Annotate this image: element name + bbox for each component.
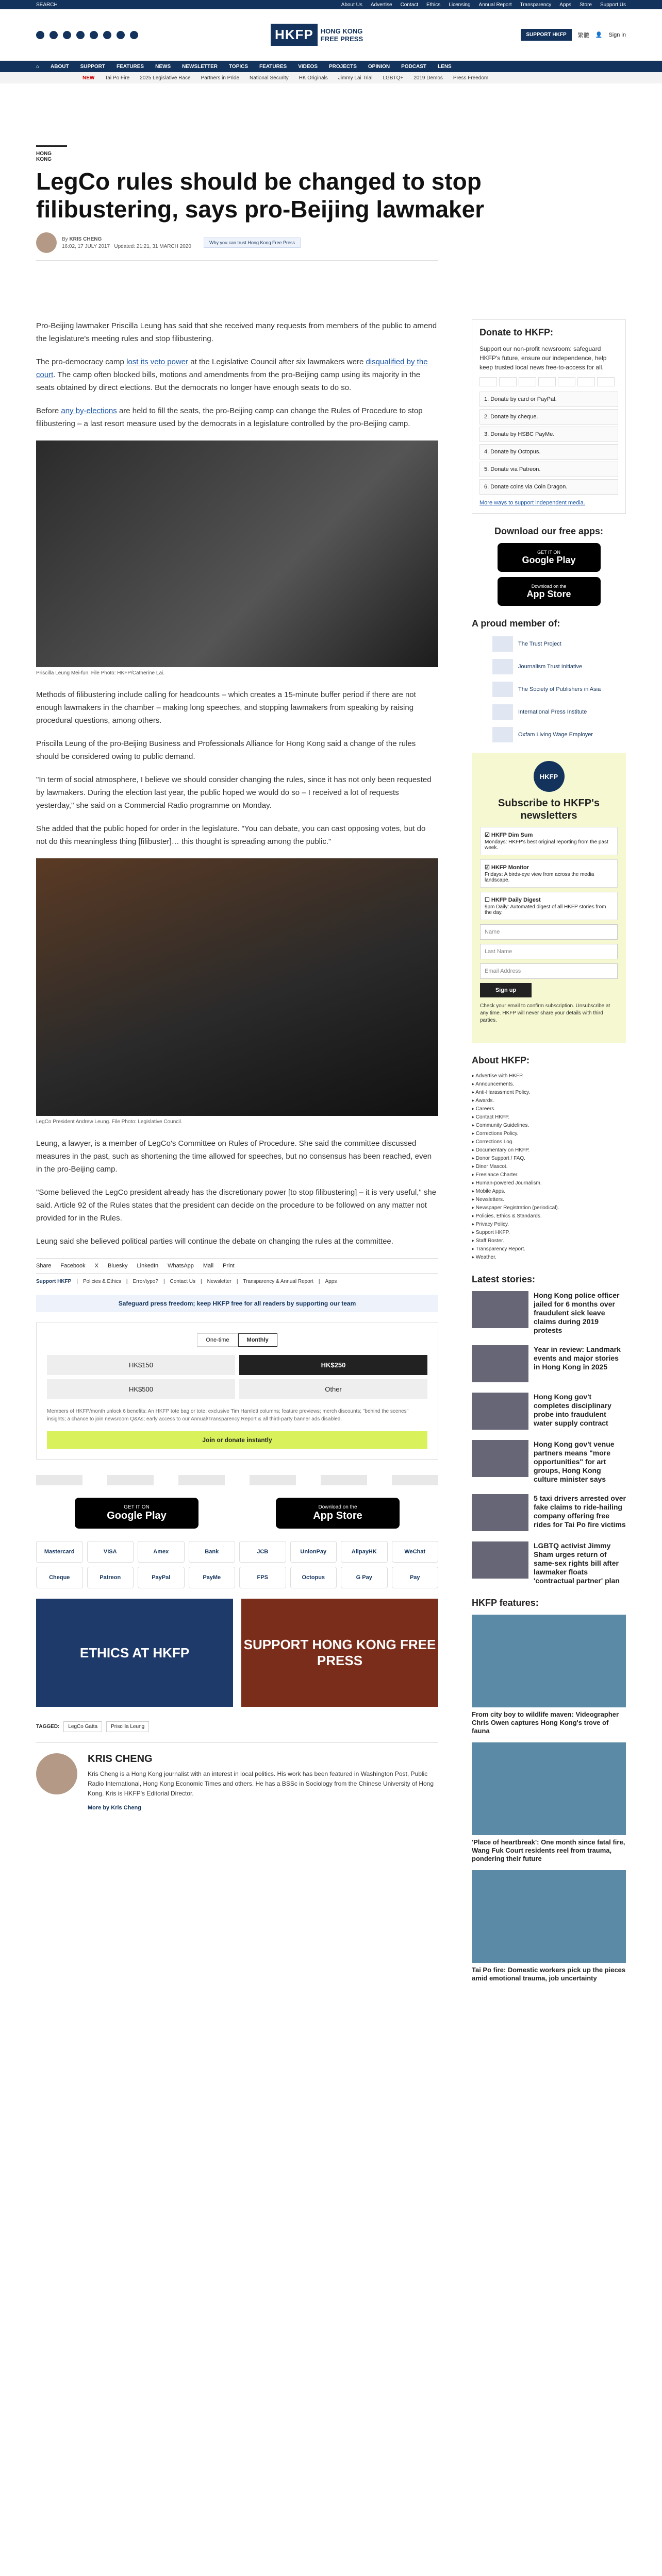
payme-icon[interactable]: PayMe bbox=[189, 1567, 236, 1588]
byline: By KRIS CHENG 16:02, 17 JULY 2017 Updated: 21:21, 31 MARCH 2020 Why you can trust Hong Kong Free Press bbox=[36, 232, 626, 253]
story-thumbnail[interactable] bbox=[472, 1541, 528, 1579]
share-whatsapp[interactable]: WhatsApp bbox=[168, 1263, 194, 1269]
about-link[interactable]: ▸ Newspaper Registration (periodical). bbox=[472, 1205, 559, 1211]
amex-icon[interactable]: Amex bbox=[138, 1541, 185, 1563]
newsletter-heading: Subscribe to HKFP's newsletters bbox=[498, 798, 600, 821]
share-bluesky[interactable]: Bluesky bbox=[108, 1263, 128, 1269]
paragraph: Methods of filibustering include calling for headcounts – which creates a 15-minute buffer period if there are not enough lawmakers in the chamber – making long speeches, and stopping lawmakers from speaking by raising procedural questions, among others. bbox=[36, 690, 416, 725]
nav-features-2[interactable]: FEATURES bbox=[259, 63, 287, 70]
article-category[interactable]: HONG KONG bbox=[36, 145, 67, 162]
new-label: NEW bbox=[82, 75, 95, 81]
apps-heading: Download our free apps: bbox=[494, 526, 604, 536]
cheque-icon[interactable]: Cheque bbox=[36, 1567, 83, 1588]
newsletter-option[interactable]: ☑ HKFP Monitor Fridays: A birds-eye view from across the media landscape. bbox=[480, 859, 618, 888]
x-icon[interactable] bbox=[49, 31, 58, 39]
newsletter-option[interactable]: ☑ HKFP Dim Sum Mondays: HKFP's best original reporting from the past week. bbox=[480, 827, 618, 855]
amount-option-other[interactable]: Other bbox=[239, 1379, 427, 1399]
nav-topics[interactable]: TOPICS bbox=[229, 63, 249, 70]
member-logo[interactable]: Journalism Trust Initiative bbox=[492, 659, 626, 674]
threads-icon[interactable] bbox=[76, 31, 85, 39]
jcb-icon[interactable]: JCB bbox=[239, 1541, 286, 1563]
logo-mark: HKFP bbox=[271, 24, 318, 46]
nav-lens[interactable]: LENS bbox=[438, 63, 452, 70]
latest-story[interactable] bbox=[472, 1541, 626, 1585]
article-wrapper bbox=[36, 124, 626, 1982]
trending-bar bbox=[0, 72, 662, 83]
member-logo[interactable]: Oxfam Living Wage Employer bbox=[492, 727, 626, 742]
feature-story[interactable] bbox=[472, 1615, 626, 1735]
about-link[interactable]: ▸ Advertise with HKFP. bbox=[472, 1073, 524, 1079]
newsletter-option[interactable]: ☐ HKFP Daily Digest 9pm Daily: Automated digest of all HKFP stories from the day. bbox=[480, 892, 618, 920]
inline-link[interactable]: lost its veto power bbox=[126, 358, 189, 366]
latest-story[interactable] bbox=[472, 1440, 626, 1484]
apps-link[interactable]: Apps bbox=[325, 1279, 337, 1284]
amount-option[interactable]: HK$500 bbox=[47, 1379, 235, 1399]
donate-widget bbox=[36, 1323, 438, 1460]
join-donate-button[interactable]: Join or donate instantly bbox=[47, 1431, 427, 1449]
about-link[interactable]: ▸ Announcements. bbox=[472, 1081, 515, 1087]
photo-priscilla-leung bbox=[36, 440, 438, 667]
about-link[interactable]: ▸ Newsletters. bbox=[472, 1197, 504, 1202]
inline-link[interactable]: disqualified by the court bbox=[36, 358, 428, 379]
photo-caption: Priscilla Leung Mei-fun. File Photo: HKFP/Catherine Lai. bbox=[36, 670, 165, 676]
bank-icon[interactable]: Bank bbox=[189, 1541, 236, 1563]
trending-link[interactable]: Partners in Pride bbox=[201, 75, 240, 81]
author-name[interactable]: KRIS CHENG bbox=[69, 236, 102, 242]
amount-option-selected[interactable]: HK$250 bbox=[239, 1355, 427, 1375]
applepay-icon[interactable]: Pay bbox=[392, 1567, 439, 1588]
about-link[interactable]: ▸ Corrections Policy. bbox=[472, 1131, 519, 1137]
youtube-icon[interactable] bbox=[90, 31, 98, 39]
donate-heading: Donate to HKFP: bbox=[479, 327, 553, 337]
nav-videos[interactable]: VIDEOS bbox=[298, 63, 318, 70]
email-field[interactable]: Email Address bbox=[480, 963, 618, 979]
feature-story[interactable] bbox=[472, 1870, 626, 1982]
app-store-badge[interactable]: Download on the App Store bbox=[498, 577, 601, 606]
paragraph: "In term of social atmosphere, I believe we should consider changing the rules, since it has not only been requested by lawmakers. During the election last year, the public hoped we would do so – I received a lot of requests yesterday," she said on a Commercial Radio programme on Monday. bbox=[36, 775, 432, 810]
app-store-badge[interactable]: Download on the App Store bbox=[276, 1498, 400, 1529]
feature-image[interactable] bbox=[472, 1742, 626, 1835]
tag[interactable]: Priscilla Leung bbox=[106, 1721, 149, 1732]
last-name-field[interactable]: Last Name bbox=[480, 944, 618, 959]
newsletter-panel bbox=[472, 753, 626, 1043]
story-thumbnail[interactable] bbox=[472, 1393, 528, 1430]
trust-link[interactable]: Why you can trust Hong Kong Free Press bbox=[204, 238, 301, 248]
nav-opinion[interactable]: OPINION bbox=[368, 63, 390, 70]
paragraph: Priscilla Leung of the pro-Beijing Business and Professionals Alliance for Hong Kong said a change of the rules should be considered owing to public demand. bbox=[36, 739, 416, 761]
fps-icon[interactable]: FPS bbox=[239, 1567, 286, 1588]
share-print[interactable]: Print bbox=[223, 1263, 235, 1269]
name-field[interactable]: Name bbox=[480, 924, 618, 940]
ipi-logo[interactable] bbox=[250, 1475, 296, 1485]
nav-about[interactable]: ABOUT bbox=[51, 63, 69, 70]
article-footer-links: Support HKFP | Policies & Ethics | Error/typo? | Contact Us | Newsletter | Transparency & Annual Report | Apps bbox=[36, 1279, 337, 1284]
tags bbox=[36, 1721, 438, 1732]
inline-link[interactable]: any by-elections bbox=[61, 406, 117, 415]
author-photo[interactable] bbox=[36, 1753, 77, 1794]
support-link[interactable]: Support HKFP bbox=[36, 1279, 72, 1284]
nav-projects[interactable]: PROJECTS bbox=[329, 63, 357, 70]
story-title[interactable]: Year in review: Landmark events and major stories in Hong Kong in 2025 bbox=[534, 1345, 621, 1371]
latest-story[interactable] bbox=[472, 1494, 626, 1531]
alipay-icon[interactable]: AlipayHK bbox=[341, 1541, 388, 1563]
paragraph: She added that the public hoped for order in the legislature. "You can debate, you can cast opposing votes, but do not do this meaningless thing [filibuster]… this thought is spreading among the public." bbox=[36, 824, 426, 846]
donate-text: Support our non-profit newsroom: safeguard HKFP's future, ensure our independence, help keep trusted local news free-to-access for all. bbox=[479, 345, 607, 371]
about-link[interactable]: ▸ Anti-Harassment Policy. bbox=[472, 1090, 531, 1095]
story-title[interactable]: Hong Kong police officer jailed for 6 months over fraudulent sick leave claims during 2019 protests bbox=[534, 1291, 620, 1334]
trending-link[interactable]: Jimmy Lai Trial bbox=[338, 75, 373, 81]
tags-label: TAGGED: bbox=[36, 1724, 60, 1730]
about-link[interactable]: ▸ Freelance Charter. bbox=[472, 1172, 519, 1178]
wechat-icon[interactable]: WeChat bbox=[392, 1541, 439, 1563]
ethics-logo[interactable] bbox=[392, 1475, 438, 1485]
sopa-logo[interactable] bbox=[178, 1475, 225, 1485]
telegram-icon[interactable] bbox=[103, 31, 111, 39]
about-heading: About HKFP: bbox=[472, 1055, 529, 1065]
about-link[interactable]: ▸ Policies, Ethics & Standards. bbox=[472, 1213, 542, 1219]
living-wage-logo[interactable] bbox=[321, 1475, 367, 1485]
feature-image[interactable] bbox=[472, 1615, 626, 1707]
donate-option[interactable]: 3. Donate by HSBC PayMe. bbox=[479, 427, 618, 442]
share-bar bbox=[36, 1258, 438, 1274]
story-thumbnail[interactable] bbox=[472, 1494, 528, 1531]
about-link[interactable]: ▸ Documentary on HKFP. bbox=[472, 1147, 530, 1153]
donate-option[interactable]: 6. Donate coins via Coin Dragon. bbox=[479, 479, 618, 495]
trending-link[interactable]: LGBTQ+ bbox=[383, 75, 404, 81]
google-play-badge[interactable]: GET IT ON Google Play bbox=[75, 1498, 198, 1529]
member-logo[interactable]: The Society of Publishers in Asia bbox=[492, 682, 626, 697]
monthly-toggle[interactable]: Monthly bbox=[238, 1333, 277, 1347]
home-icon[interactable]: ⌂ bbox=[36, 63, 40, 70]
jti-logo[interactable] bbox=[107, 1475, 154, 1485]
topbar-annual-report[interactable]: Annual Report bbox=[478, 2, 512, 8]
trending-link[interactable]: 2025 Legislative Race bbox=[140, 75, 191, 81]
paragraph: The pro-democracy camp lost its veto power at the Legislative Council after six lawmakers were disqualified by the court. The camp often blocked bills, motions and amendments from the pro-Beijing camp using its majority in the seats obtained by direct elections. But the democrats no longer have enough seats to do so. bbox=[36, 358, 428, 392]
photo-andrew-leung bbox=[36, 858, 438, 1116]
unionpay-icon[interactable]: UnionPay bbox=[290, 1541, 337, 1563]
story-title[interactable]: LGBTQ activist Jimmy Sham urges return of same-sex rights bill after lawmaker floats 'contractual partner' plan bbox=[534, 1541, 620, 1585]
story-thumbnail[interactable] bbox=[472, 1345, 528, 1382]
policies-link[interactable]: Policies & Ethics bbox=[82, 1279, 121, 1284]
about-list bbox=[472, 1072, 626, 1262]
mastercard-icon[interactable]: Mastercard bbox=[36, 1541, 83, 1563]
nav-support[interactable]: SUPPORT bbox=[80, 63, 105, 70]
about-link[interactable]: ▸ Weather. bbox=[472, 1255, 496, 1260]
topbar-store[interactable]: Store bbox=[580, 2, 592, 8]
partner-logos-row bbox=[36, 1475, 438, 1485]
whatsapp-icon[interactable] bbox=[117, 31, 125, 39]
more-by-author-link[interactable]: More by Kris Cheng bbox=[88, 1805, 141, 1811]
trending-link[interactable]: HK Originals bbox=[299, 75, 328, 81]
feature-image[interactable] bbox=[472, 1870, 626, 1963]
trending-link[interactable]: National Security bbox=[250, 75, 289, 81]
trending-link[interactable]: Tai Po Fire bbox=[105, 75, 130, 81]
share-mail[interactable]: Mail bbox=[203, 1263, 214, 1269]
nav-news[interactable]: NEWS bbox=[155, 63, 171, 70]
latest-story[interactable] bbox=[472, 1291, 626, 1335]
paragraph: Leung said she believed political parties will continue the debate on changing the rules at the committee. bbox=[36, 1237, 393, 1246]
ethics-promo[interactable]: ETHICS AT HKFP bbox=[36, 1599, 233, 1707]
transparency-link[interactable]: Transparency & Annual Report bbox=[243, 1279, 313, 1284]
more-ways-link[interactable]: More ways to support independent media. bbox=[479, 500, 585, 506]
author-box bbox=[36, 1742, 438, 1812]
about-link[interactable]: ▸ Diner Mascot. bbox=[472, 1164, 508, 1170]
site-logo[interactable] bbox=[271, 24, 363, 46]
instagram-icon[interactable] bbox=[63, 31, 71, 39]
topbar-apps[interactable]: Apps bbox=[559, 2, 572, 8]
social-icons bbox=[36, 31, 138, 39]
about-link[interactable]: ▸ Contact HKFP. bbox=[472, 1114, 510, 1120]
about-link[interactable]: ▸ Support HKFP. bbox=[472, 1230, 510, 1235]
paragraph: "Some believed the LegCo president already has the discretionary power [to stop filibustering] – it is very useful," she said. Article 92 of the Rules states that the president can decide on the procedure to be followed on any matter not provided for in the Rules. bbox=[36, 1188, 437, 1223]
sign-in-link[interactable]: Sign in bbox=[608, 31, 626, 38]
about-link[interactable]: ▸ Community Guidelines. bbox=[472, 1123, 529, 1128]
google-play-badge[interactable]: GET IT ON Google Play bbox=[498, 543, 601, 572]
top-utility-bar bbox=[0, 0, 662, 9]
about-link[interactable]: ▸ Transparency Report. bbox=[472, 1246, 525, 1252]
paragraph: Before any by-elections are held to fill the seats, the pro-Beijing camp can change the Rules of Procedure to stop filibustering – a last resort measure used by the democrats in a legislature controlled by the pro-Beijing camp. bbox=[36, 406, 423, 428]
octopus-icon[interactable]: Octopus bbox=[290, 1567, 337, 1588]
member-heading: A proud member of: bbox=[472, 618, 560, 629]
amount-option[interactable]: HK$150 bbox=[47, 1355, 235, 1375]
donate-option[interactable]: 4. Donate by Octopus. bbox=[479, 444, 618, 460]
latest-heading: Latest stories: bbox=[472, 1274, 536, 1284]
topbar-contact[interactable]: Contact bbox=[400, 2, 419, 8]
hkfp-logo-badge: HKFP bbox=[534, 761, 565, 792]
main-nav bbox=[0, 61, 662, 72]
features-heading: HKFP features: bbox=[472, 1598, 539, 1608]
sign-up-button[interactable]: Sign up bbox=[480, 983, 532, 997]
donate-option[interactable]: 1. Donate by card or PayPal. bbox=[479, 392, 618, 407]
gpay-icon[interactable]: G Pay bbox=[341, 1567, 388, 1588]
user-icon[interactable]: 👤 bbox=[595, 32, 603, 38]
latest-story[interactable] bbox=[472, 1393, 626, 1430]
topbar-advertise[interactable]: Advertise bbox=[370, 2, 392, 8]
feature-title[interactable]: 'Place of heartbreak': One month since fatal fire, Wang Fuk Court residents reel from trauma, pondering their future bbox=[472, 1838, 625, 1862]
sidebar bbox=[472, 319, 626, 1990]
feature-story[interactable] bbox=[472, 1742, 626, 1863]
facebook-icon[interactable] bbox=[36, 31, 44, 39]
author-bio: Kris Cheng is a Hong Kong journalist with an interest in local politics. His work has been featured in Washington Post, Public Radio International, Hong Kong Economic Times and others. He has a BSSc in Sociology from the Chinese University of Hong Kong. Kris is HKFP's Editorial Director. bbox=[88, 1770, 434, 1797]
card-icons bbox=[479, 377, 618, 386]
share-facebook[interactable]: Facebook bbox=[60, 1263, 86, 1269]
one-time-toggle[interactable]: One-time bbox=[197, 1333, 238, 1347]
site-header bbox=[0, 9, 662, 61]
rss-icon[interactable] bbox=[130, 31, 138, 39]
about-link[interactable]: ▸ Mobile Apps. bbox=[472, 1189, 506, 1194]
paypal-icon[interactable]: PayPal bbox=[138, 1567, 185, 1588]
author-box-name[interactable]: KRIS CHENG bbox=[88, 1753, 153, 1765]
safeguard-banner[interactable]: Safeguard press freedom; keep HKFP free for all readers by supporting our team bbox=[36, 1295, 438, 1312]
language-switch[interactable]: 繁體 bbox=[577, 32, 589, 39]
story-title[interactable]: Hong Kong gov't venue partners means "more opportunities" for art groups, Hong Kong culture minister says bbox=[534, 1440, 615, 1483]
about-link[interactable]: ▸ Careers. bbox=[472, 1106, 496, 1112]
topbar-ethics[interactable]: Ethics bbox=[426, 2, 441, 8]
topbar-about[interactable]: About Us bbox=[341, 2, 362, 8]
donate-option[interactable]: 2. Donate by cheque. bbox=[479, 409, 618, 425]
trending-link[interactable]: Press Freedom bbox=[453, 75, 489, 81]
member-logo[interactable]: International Press Institute bbox=[492, 704, 626, 720]
feature-title[interactable]: From city boy to wildlife maven: Videographer Chris Owen captures Hong Kong's trove of fauna bbox=[472, 1710, 619, 1735]
member-logo[interactable]: The Trust Project bbox=[492, 636, 626, 652]
about-link[interactable]: ▸ Privacy Policy. bbox=[472, 1222, 509, 1227]
error-link[interactable]: Error/typo? bbox=[133, 1279, 158, 1284]
about-link[interactable]: ▸ Corrections Log. bbox=[472, 1139, 514, 1145]
newsletter-note: Check your email to confirm subscription. Unsubscribe at any time. HKFP will never share your details with third parties. bbox=[480, 1003, 610, 1023]
photo-caption: LegCo President Andrew Leung. File Photo: Legislative Council. bbox=[36, 1119, 183, 1125]
topbar-licensing[interactable]: Licensing bbox=[449, 2, 471, 8]
author-avatar[interactable] bbox=[36, 232, 57, 253]
newsletter-link[interactable]: Newsletter bbox=[207, 1279, 231, 1284]
contact-link[interactable]: Contact Us bbox=[170, 1279, 196, 1284]
tag[interactable]: LegCo Gatta bbox=[63, 1721, 102, 1732]
about-link[interactable]: ▸ Staff Roster. bbox=[472, 1238, 504, 1244]
story-title[interactable]: 5 taxi drivers arrested over fake claims to ride-hailing company offering free rides for Tai Po fire victims bbox=[534, 1494, 626, 1529]
story-thumbnail[interactable] bbox=[472, 1440, 528, 1477]
about-link[interactable]: ▸ Human-powered Journalism. bbox=[472, 1180, 542, 1186]
article-title: LegCo rules should be changed to stop filibustering, says pro-Beijing lawmaker bbox=[36, 168, 485, 223]
story-title[interactable]: Hong Kong gov't completes disciplinary probe into fraudulent water supply contract bbox=[534, 1393, 611, 1427]
trust-project-logo[interactable] bbox=[36, 1475, 82, 1485]
publish-date: 16:02, 17 JULY 2017 bbox=[62, 243, 110, 249]
updated-date: Updated: 21:21, 31 MARCH 2020 bbox=[114, 243, 191, 249]
support-promo[interactable]: SUPPORT HONG KONG FREE PRESS bbox=[241, 1599, 438, 1707]
payment-methods bbox=[36, 1541, 438, 1588]
share-x[interactable]: X bbox=[94, 1263, 99, 1269]
logo-text: HONG KONG FREE PRESS bbox=[320, 27, 363, 43]
nav-newsletter[interactable]: NEWSLETTER bbox=[182, 63, 218, 70]
share-linkedin[interactable]: LinkedIn bbox=[137, 1263, 159, 1269]
donate-panel bbox=[472, 319, 626, 514]
nav-features[interactable]: FEATURES bbox=[116, 63, 144, 70]
paragraph: Pro-Beijing lawmaker Priscilla Leung has said that she received many requests from members of the public to amend the legislature's meeting rules and stop filibustering. bbox=[36, 321, 437, 343]
support-hkfp-button[interactable]: SUPPORT HKFP bbox=[521, 29, 571, 41]
feature-title[interactable]: Tai Po fire: Domestic workers pick up the pieces amid emotional trauma, job uncertainty bbox=[472, 1966, 626, 1982]
membership-benefits: Members of HKFP/month unlock 6 benefits: An HKFP tote bag or tote; exclusive Tim Hamlett columns; feature previews; merch discounts; "behind the scenes" insights; a chance to join newsroom Q&As; early access to our Annual/Transparency Report & all third-party banner ads disabled. bbox=[47, 1409, 409, 1422]
about-link[interactable]: ▸ Awards. bbox=[472, 1098, 494, 1104]
nav-podcast[interactable]: PODCAST bbox=[401, 63, 427, 70]
visa-icon[interactable]: VISA bbox=[87, 1541, 134, 1563]
about-link[interactable]: ▸ Donor Support / FAQ. bbox=[472, 1156, 525, 1161]
latest-story[interactable] bbox=[472, 1345, 626, 1382]
story-thumbnail[interactable] bbox=[472, 1291, 528, 1328]
topbar-transparency[interactable]: Transparency bbox=[520, 2, 552, 8]
patreon-icon[interactable]: Patreon bbox=[87, 1567, 134, 1588]
topbar-search[interactable]: SEARCH bbox=[36, 2, 58, 8]
trending-link[interactable]: 2019 Demos bbox=[413, 75, 443, 81]
donate-option[interactable]: 5. Donate via Patreon. bbox=[479, 462, 618, 477]
paragraph: Leung, a lawyer, is a member of LegCo's Committee on Rules of Procedure. She said the committee discussed measures in the past, such as shortening the time allowed for speeches, but no consensus has been reached, even in the pro-Beijing camp. bbox=[36, 1139, 432, 1174]
article-body bbox=[36, 319, 438, 1812]
share-label: Share bbox=[36, 1263, 52, 1269]
topbar-support[interactable]: Support Us bbox=[600, 2, 626, 8]
